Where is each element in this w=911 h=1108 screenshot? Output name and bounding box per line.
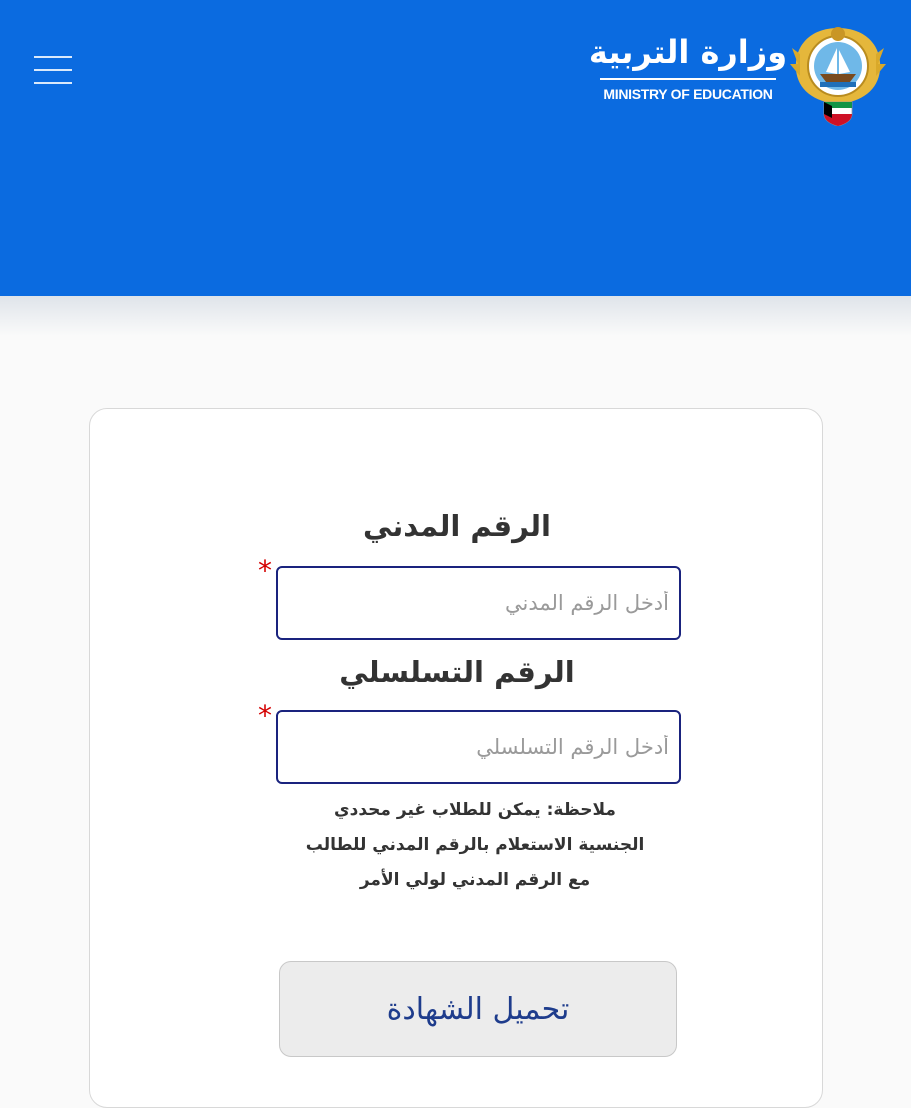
serial-number-input[interactable] bbox=[276, 710, 681, 784]
certificate-form-card bbox=[89, 408, 823, 1108]
civil-id-input[interactable] bbox=[276, 566, 681, 640]
ministry-name-english: MINISTRY OF EDUCATION bbox=[603, 86, 773, 102]
menu-button[interactable] bbox=[30, 52, 74, 88]
note-line: الجنسية الاستعلام بالرقم المدني للطالب bbox=[305, 835, 645, 855]
note-text bbox=[260, 793, 690, 898]
download-certificate-button[interactable]: تحميل الشهادة bbox=[279, 961, 677, 1057]
ministry-logo-text[interactable] bbox=[588, 30, 788, 115]
required-asterisk: * bbox=[258, 554, 272, 587]
menu-icon-bar bbox=[34, 69, 72, 71]
civil-id-label: الرقم المدني bbox=[363, 509, 551, 543]
serial-number-label: الرقم التسلسلي bbox=[339, 655, 575, 689]
brand-divider bbox=[600, 78, 776, 80]
note-line: ملاحظة: يمكن للطلاب غير محددي bbox=[334, 800, 616, 820]
menu-icon-bar bbox=[34, 82, 72, 84]
header-shadow bbox=[0, 296, 911, 336]
ministry-name-arabic: وزارة التربية bbox=[588, 33, 788, 71]
header-bar bbox=[0, 0, 911, 296]
kuwait-emblem-icon bbox=[790, 20, 886, 126]
required-asterisk: * bbox=[258, 699, 272, 732]
note-line: مع الرقم المدني لولي الأمر bbox=[359, 870, 591, 890]
menu-icon bbox=[34, 56, 72, 58]
